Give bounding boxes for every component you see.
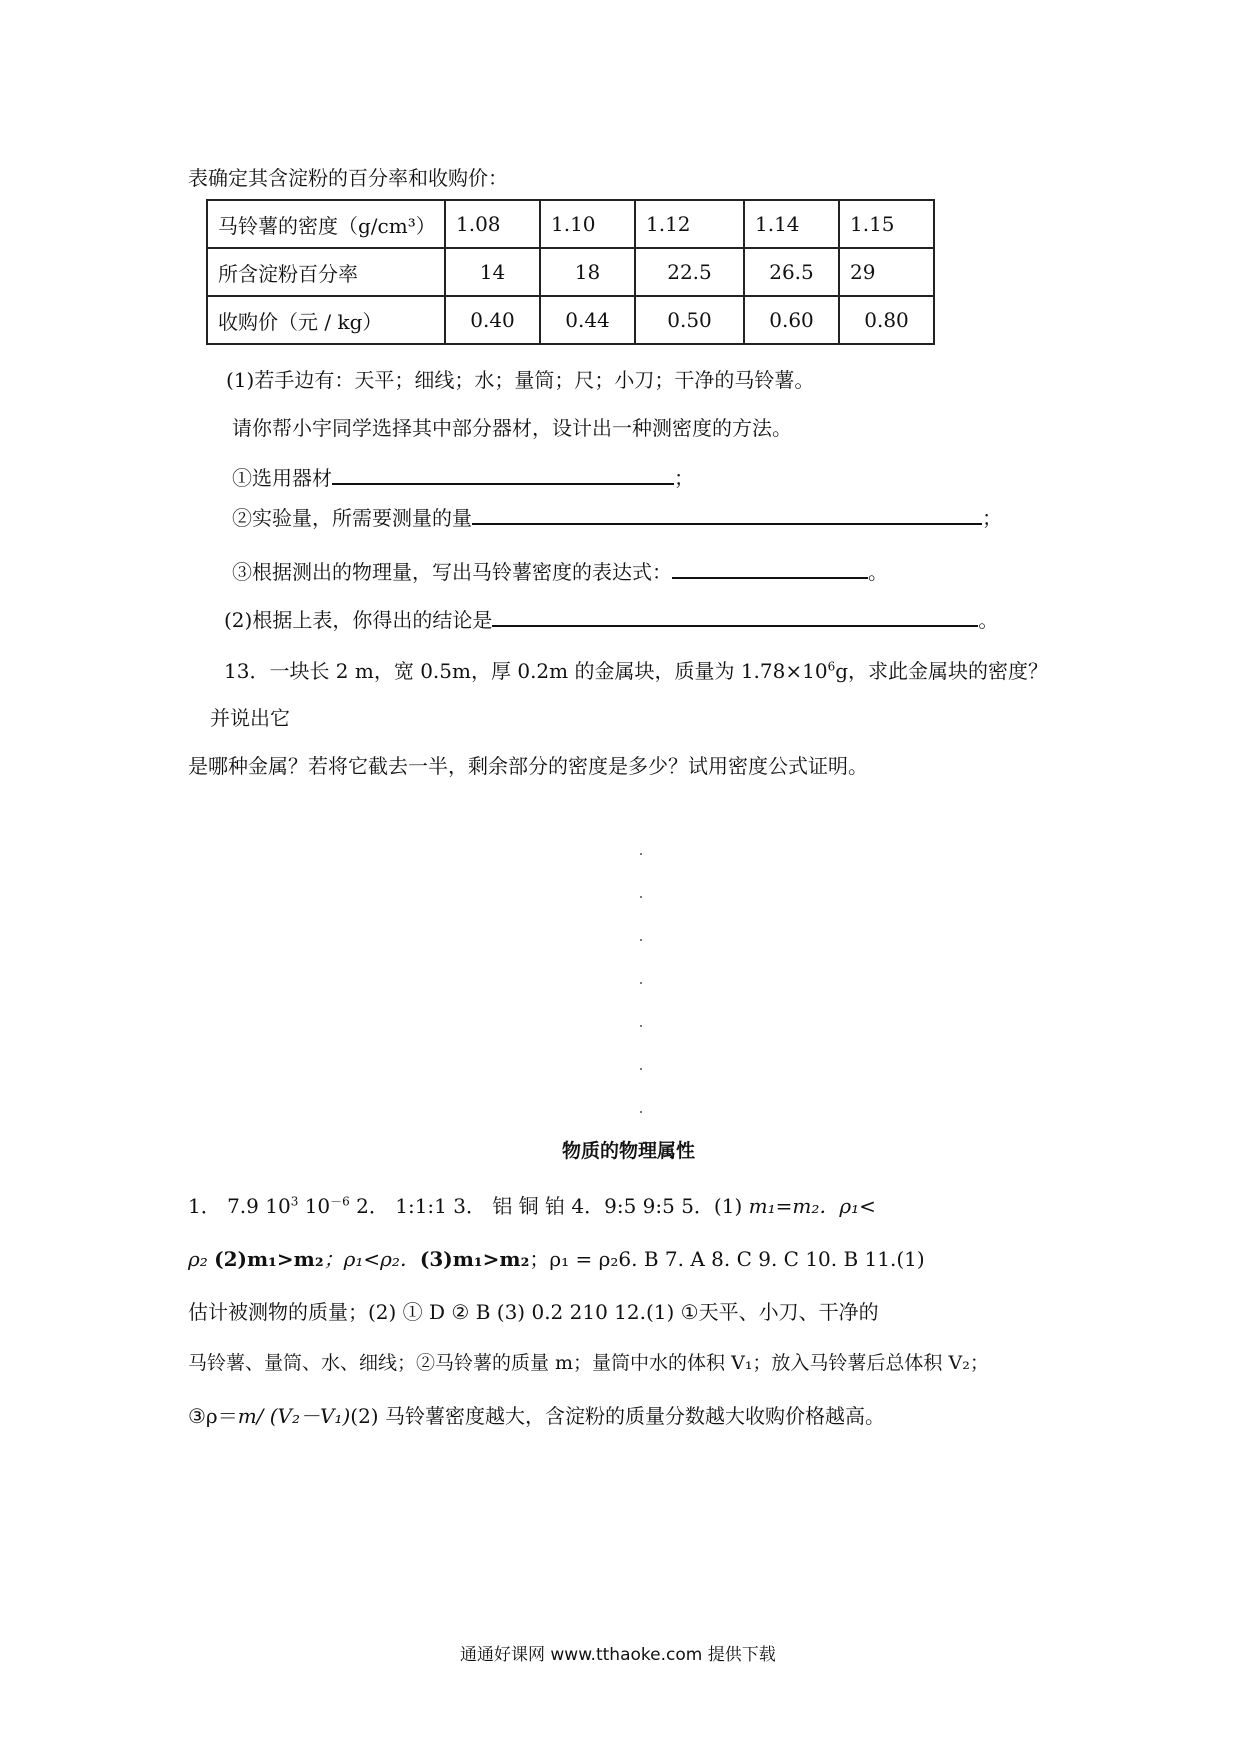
table-cell: 0.40 xyxy=(445,296,540,344)
answers-l2-c: ；ρ₁<ρ₂． xyxy=(323,1247,420,1271)
q13-line2: 并说出它 xyxy=(210,706,290,730)
table-cell: 0.44 xyxy=(540,296,635,344)
table-cell: 0.80 xyxy=(839,296,934,344)
separator-dot xyxy=(640,1025,642,1027)
answers-line4: 马铃薯、量筒、水、细线；②马铃薯的质量 m；量筒中水的体积 V₁；放入马铃薯后总体积 V₂； xyxy=(188,1352,989,1374)
item1-end: ； xyxy=(674,466,694,490)
q13-exponent: 6 xyxy=(827,659,836,674)
answers-line3: 估计被测物的质量；(2) ① D ② B (3) 0.2 210 12.(1) ①天平、小刀、干净的 xyxy=(188,1300,879,1324)
answer-blank xyxy=(672,557,868,579)
answers-l5-a: ③ρ＝ xyxy=(188,1404,238,1428)
q12-item2 xyxy=(232,502,1002,531)
q12-item3 xyxy=(232,556,888,585)
answers-line1 xyxy=(188,1190,876,1219)
separator-dot xyxy=(640,896,642,898)
separator-dot xyxy=(640,939,642,941)
table-cell: 29 xyxy=(839,248,934,296)
part2-label: (2)根据上表，你得出的结论是 xyxy=(224,608,493,632)
table-cell: 22.5 xyxy=(635,248,744,296)
separator-dot xyxy=(640,982,642,984)
q12-instruction: 请你帮小宇同学选择其中部分器材，设计出一种测密度的方法。 xyxy=(232,416,792,440)
answers-l1-b: 10 xyxy=(298,1194,331,1218)
intro-text: 表确定其含淀粉的百分率和收购价： xyxy=(188,166,508,190)
answers-line5 xyxy=(188,1400,885,1429)
potato-data-table xyxy=(206,199,935,345)
q13-line3: 是哪种金属？若将它截去一半，剩余部分的密度是多少？试用密度公式证明。 xyxy=(188,754,868,778)
answers-title: 物质的物理属性 xyxy=(562,1140,696,1162)
answer-blank xyxy=(492,605,978,627)
table-cell: 14 xyxy=(445,248,540,296)
q12-part1: (1)若手边有：天平；细线；水；量筒；尺；小刀；干净的马铃薯。 xyxy=(226,368,815,392)
item1-label: ①选用器材 xyxy=(232,466,332,490)
table-cell: 0.50 xyxy=(635,296,744,344)
q13-line1 xyxy=(224,655,1048,684)
table-cell: 收购价（元 / kg） xyxy=(207,296,445,344)
table-cell: 马铃薯的密度（g/cm³） xyxy=(207,200,445,248)
table-cell: 1.12 xyxy=(635,200,744,248)
table-row xyxy=(207,248,934,296)
separator-dot xyxy=(640,1068,642,1070)
answers-l5-b: m/ (V₂－V₁) xyxy=(237,1404,351,1428)
answers-line2 xyxy=(188,1243,925,1272)
answers-l1-c: 2． 1:1:1 3． 铝 铜 铂 4．9:5 9:5 5．(1) xyxy=(349,1194,749,1218)
table-row xyxy=(207,296,934,344)
table-cell: 1.14 xyxy=(744,200,839,248)
table-cell: 18 xyxy=(540,248,635,296)
separator-dot xyxy=(640,853,642,855)
separator-dot xyxy=(640,1111,642,1113)
item2-end: ； xyxy=(982,506,1002,530)
answers-l1-sup1: 3 xyxy=(290,1194,299,1209)
item3-end: 。 xyxy=(868,560,888,584)
table-cell: 1.15 xyxy=(839,200,934,248)
table-cell: 1.10 xyxy=(540,200,635,248)
part2-end: 。 xyxy=(978,608,999,632)
table-row xyxy=(207,200,934,248)
answers-l2-e: ；ρ₁ = ρ₂ xyxy=(529,1247,619,1271)
answers-l2-b: (2)m₁>m₂ xyxy=(214,1247,324,1271)
answer-blank xyxy=(332,463,674,485)
footer-text: 通通好课网 www.tthaoke.com 提供下载 xyxy=(460,1645,776,1665)
table-cell: 所含淀粉百分率 xyxy=(207,248,445,296)
answers-l2-a: ρ₂ xyxy=(188,1247,208,1271)
answers-l2-f: 6. B 7. A 8. C 9. C 10. B 11.(1) xyxy=(618,1247,925,1271)
table-cell: 0.60 xyxy=(744,296,839,344)
q13-line1-a: 13．一块长 2 m，宽 0.5m，厚 0.2m 的金属块，质量为 1.78×10 xyxy=(224,659,828,683)
answers-l1-d: m₁=m₂ xyxy=(748,1194,820,1218)
table-cell: 26.5 xyxy=(744,248,839,296)
q12-part2 xyxy=(224,604,998,633)
table-cell: 1.08 xyxy=(445,200,540,248)
answers-l1-a: 1． 7.9 10 xyxy=(188,1194,291,1218)
answer-blank xyxy=(472,503,982,525)
q12-item1 xyxy=(232,462,694,491)
q13-line1-b: g，求此金属块的密度？ xyxy=(835,659,1049,683)
answers-l1-e: ．ρ₁< xyxy=(819,1194,876,1218)
answers-l2-d: (3)m₁>m₂ xyxy=(419,1247,530,1271)
item2-label: ②实验量，所需要测量的量 xyxy=(232,506,472,530)
item3-label: ③根据测出的物理量，写出马铃薯密度的表达式： xyxy=(232,560,672,584)
answers-l1-sup2: －6 xyxy=(330,1194,350,1209)
answers-l5-c: (2) 马铃薯密度越大，含淀粉的质量分数越大收购价格越高。 xyxy=(350,1404,885,1428)
